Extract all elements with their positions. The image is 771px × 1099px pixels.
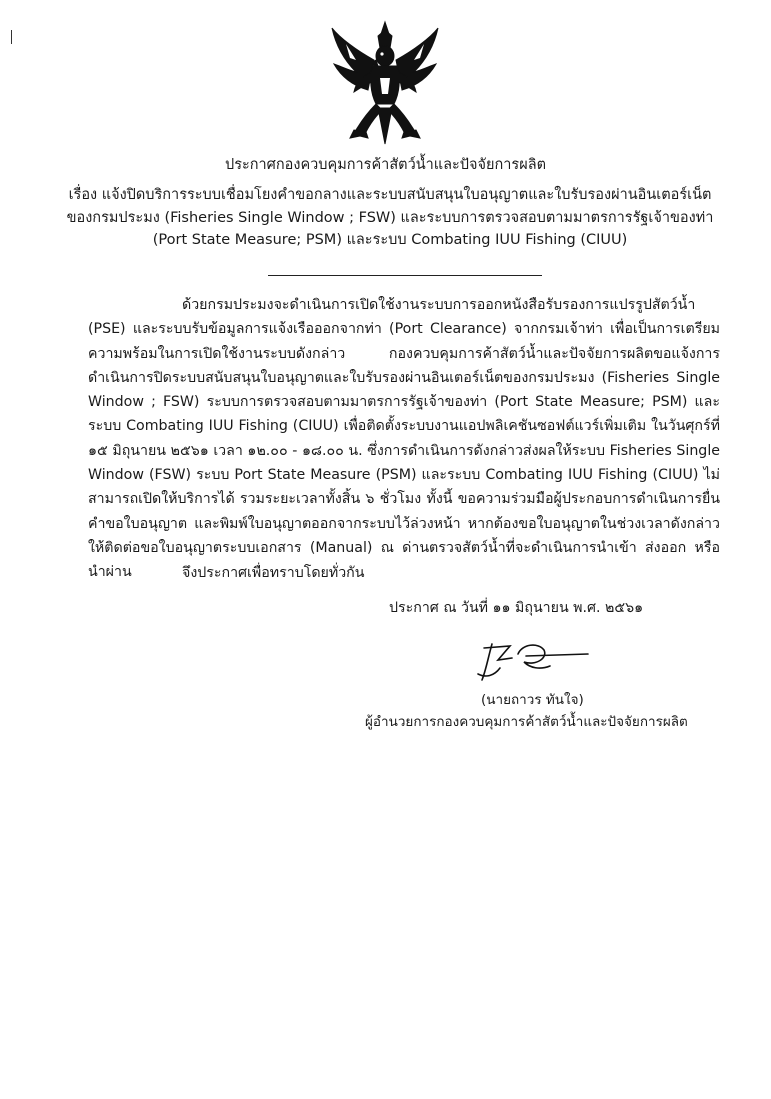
signer-name: (นายถาวร ทันใจ) (481, 692, 584, 708)
announcement-body: ด้วยกรมประมงจะดำเนินการเปิดใช้งานระบบการออกหนังสือรับรองการแปรรูปสัตว์น้ำ (PSE) และระบบรับข้อมูลการแจ้งเรือออกจากท่า (Port Clearance) จากกรมเจ้าท่า เพื่อเป็นการเตรียมความพร้อมในการเปิดใช้งานระบบดังกล่าว กองควบคุมการค้าสัตว์น้ำและปัจจัยการผลิตขอแจ้งการดำเนินการปิดระบบสนับสนุนใบอนุญาตและใบรับรองผ่านอินเตอร์เน็ตของกรมประมง (Fisheries Single Window ; FSW) ระบบการตรวจสอบตามมาตรการรัฐเจ้าของท่า (Port State Measure; PSM) และระบบ Combating IUU Fishing (CIUU) เพื่อติดตั้งระบบงานแอปพลิเคชันซอฟต์แวร์เพิ่มเติม ในวันศุกร์ที่ ๑๕ มิถุนายน ๒๕๖๑ เวลา ๑๒.๐๐ - ๑๘.๐๐ น. ซึ่งการดำเนินการดังกล่าวส่งผลให้ระบบ Fisheries Single Window (FSW) ระบบ Port State Measure (PSM) และระบบ Combating IUU Fishing (CIUU) ไม่สามารถเปิดให้บริการได้ รวมระยะเวลาทั้งสิ้น ๖ ชั่วโมง ทั้งนี้ ขอความร่วมมือผู้ประกอบการดำเนินการยื่นคำขอใบอนุญาต และพิมพ์ใบอนุญาตออกจากระบบไว้ล่วงหน้า หากต้องขอใบอนุญาตในช่วงเวลาดังกล่าวให้ติดต่อขอใบอนุญาตระบบเอกสาร (Manual) ณ ด่านตรวจสัตว์น้ำที่จะดำเนินการนำเข้า ส่งออก หรือ นำผ่าน (88, 297, 720, 581)
closing-line: จึงประกาศเพื่อทราบโดยทั่วกัน (182, 565, 365, 581)
scan-edge-mark (11, 30, 12, 44)
announcement-heading: ประกาศกองควบคุมการค้าสัตว์น้ำและปัจจัยการผลิต (224, 157, 546, 173)
handwritten-signature-icon (470, 638, 590, 684)
announcement-subject: เรื่อง แจ้งปิดบริการระบบเชื่อมโยงคำขอกลางและระบบสนับสนุนใบอนุญาตและใบรับรองผ่านอินเตอร์เน็ตของกรมประมง (Fisheries Single Window ; FSW) และระบบการตรวจสอบตามมาตรการรัฐเจ้าของท่า (Port State Measure; PSM) และระบบ Combating IUU Fishing (CIUU) (66, 187, 714, 248)
announcement-date: ประกาศ ณ วันที่ ๑๑ มิถุนายน พ.ศ. ๒๕๖๑ (389, 600, 644, 616)
heading-divider (268, 275, 542, 276)
signer-title: ผู้อำนวยการกองควบคุมการค้าสัตว์น้ำและปัจจัยการผลิต (365, 714, 688, 730)
garuda-emblem-icon (326, 20, 444, 148)
